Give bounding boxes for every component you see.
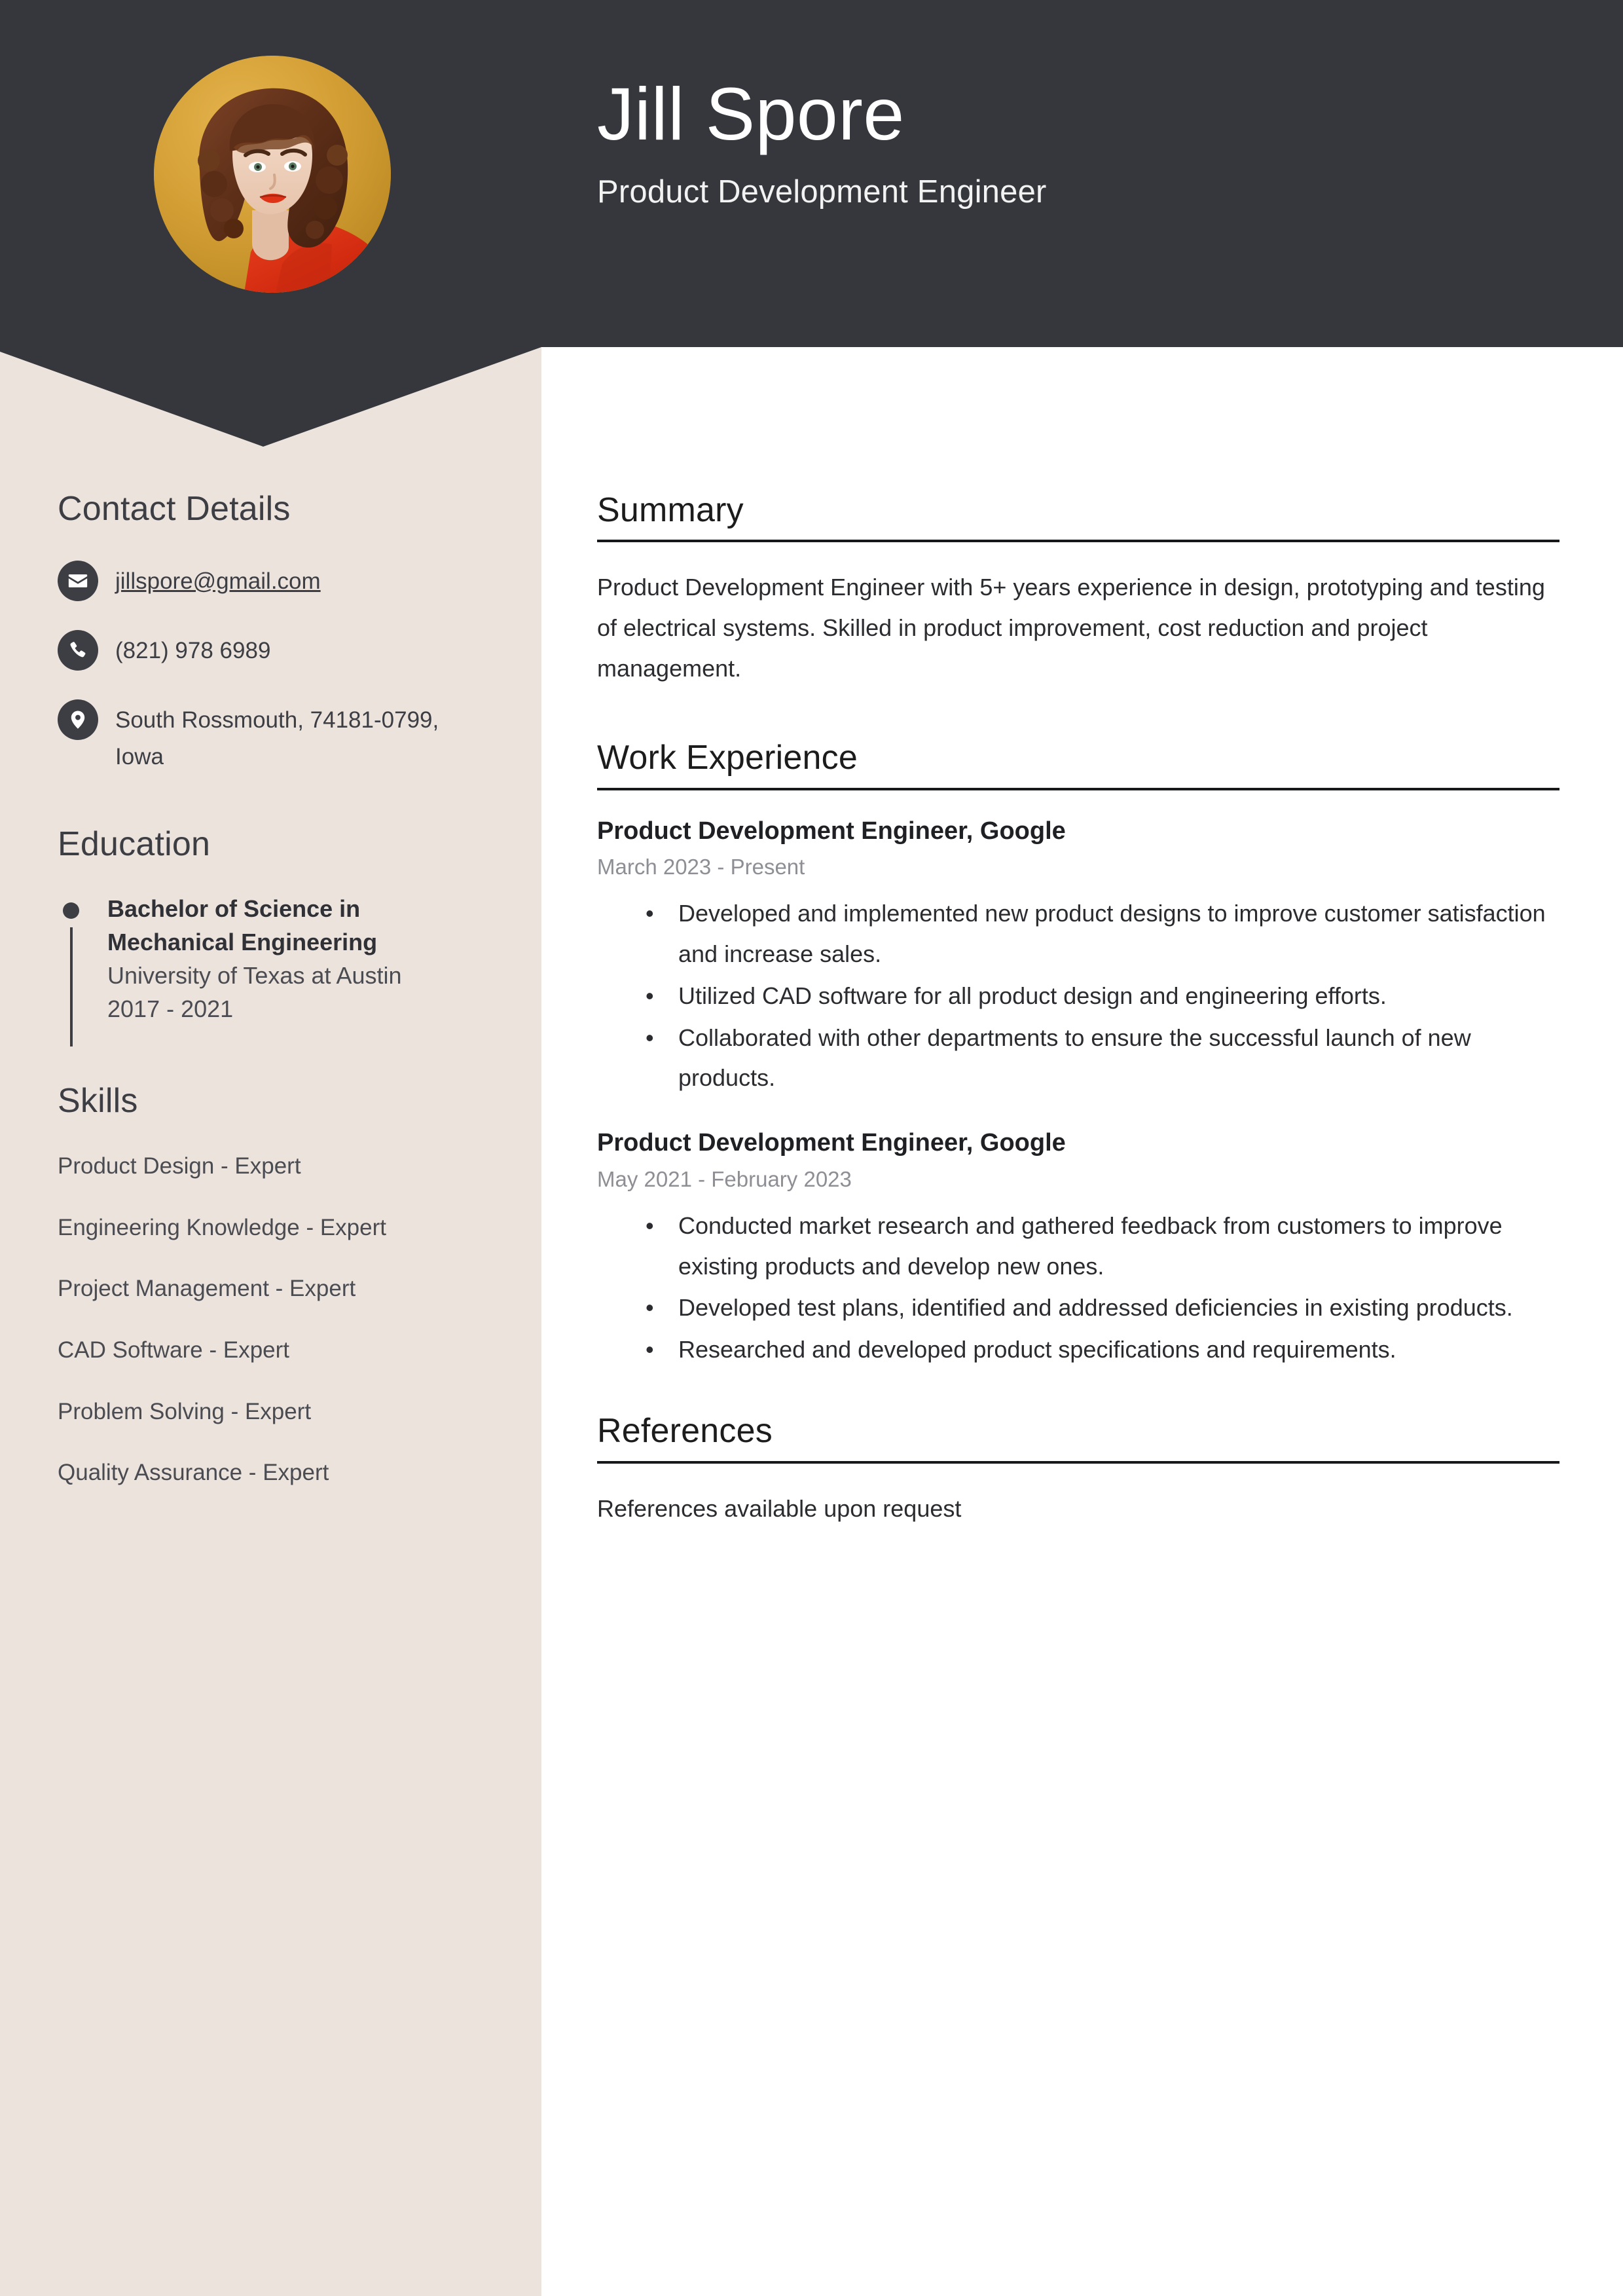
job-entry xyxy=(597,815,1559,1099)
job-bullet-list xyxy=(597,1206,1559,1371)
education-degree: Bachelor of Science in Mechanical Engineering xyxy=(107,895,378,955)
references-section xyxy=(597,1411,1559,1528)
skill-item: Problem Solving - Expert xyxy=(58,1398,312,1424)
education-dates: 2017 - 2021 xyxy=(107,995,234,1022)
location-pin-icon xyxy=(58,699,98,740)
timeline-line xyxy=(70,927,73,1046)
skill-item: Project Management - Expert xyxy=(58,1276,356,1302)
contact-list xyxy=(58,559,491,775)
job-dates: March 2023 - Present xyxy=(597,854,805,879)
job-bullet: • Conducted market research and gathered feedback from customers to improve existing products and develop new ones. xyxy=(678,1206,1559,1287)
education-heading: Education xyxy=(58,824,211,863)
timeline-dot-icon xyxy=(63,902,79,919)
job-entry xyxy=(597,1127,1559,1370)
summary-text: Product Development Engineer with 5+ years experience in design, prototyping and testing of electrical systems. Skilled in product improvement, cost reduction and project management. xyxy=(597,574,1545,682)
section-spacer xyxy=(597,689,1559,737)
page-title: Jill Spore xyxy=(597,73,905,155)
job-bullet-list xyxy=(597,893,1559,1099)
sidebar xyxy=(58,490,491,1489)
education-entry xyxy=(58,892,491,1026)
skills-heading: Skills xyxy=(58,1082,138,1120)
contact-item-email[interactable] xyxy=(58,559,491,601)
job-dates: May 2021 - February 2023 xyxy=(597,1166,852,1191)
job-bullet: • Developed test plans, identified and addressed deficiencies in existing products. xyxy=(678,1287,1559,1328)
references-text: References available upon request xyxy=(597,1494,962,1522)
contact-section xyxy=(58,490,491,775)
education-section xyxy=(58,825,491,1026)
skill-item: Engineering Knowledge - Expert xyxy=(58,1214,386,1240)
contact-item-location xyxy=(58,698,491,775)
avatar xyxy=(154,56,391,293)
main-content xyxy=(597,490,1559,1529)
contact-location-value: South Rossmouth, 74181-0799, Iowa xyxy=(115,707,439,769)
skill-item: CAD Software - Expert xyxy=(58,1337,289,1363)
education-school: University of Texas at Austin xyxy=(107,961,402,989)
envelope-icon xyxy=(58,561,98,601)
skill-item: Quality Assurance - Expert xyxy=(58,1460,329,1486)
contact-email-value[interactable]: jillspore@gmail.com xyxy=(115,568,321,594)
work-experience-section xyxy=(597,737,1559,1370)
skills-section xyxy=(58,1082,491,1489)
job-bullet: • Collaborated with other departments to ensure the successful launch of new products. xyxy=(678,1018,1559,1099)
section-spacer xyxy=(597,1371,1559,1411)
summary-section xyxy=(597,490,1559,689)
phone-icon xyxy=(58,630,98,671)
job-role: Product Development Engineer, Google xyxy=(597,817,1066,845)
header-job-title: Product Development Engineer xyxy=(597,174,1047,210)
job-bullet: • Developed and implemented new product designs to improve customer satisfaction and increase sales. xyxy=(678,893,1559,974)
work-experience-heading: Work Experience xyxy=(597,737,1559,790)
job-role: Product Development Engineer, Google xyxy=(597,1129,1066,1157)
contact-heading: Contact Details xyxy=(58,490,291,528)
job-bullet: • Researched and developed product specifications and requirements. xyxy=(678,1329,1559,1370)
references-heading: References xyxy=(597,1411,1559,1463)
contact-phone-value[interactable]: (821) 978 6989 xyxy=(115,637,271,663)
header-text xyxy=(597,73,1514,210)
job-bullet: • Utilized CAD software for all product design and engineering efforts. xyxy=(678,976,1559,1016)
skill-item: Product Design - Expert xyxy=(58,1153,301,1179)
contact-item-phone[interactable] xyxy=(58,629,491,671)
summary-heading: Summary xyxy=(597,490,1559,542)
